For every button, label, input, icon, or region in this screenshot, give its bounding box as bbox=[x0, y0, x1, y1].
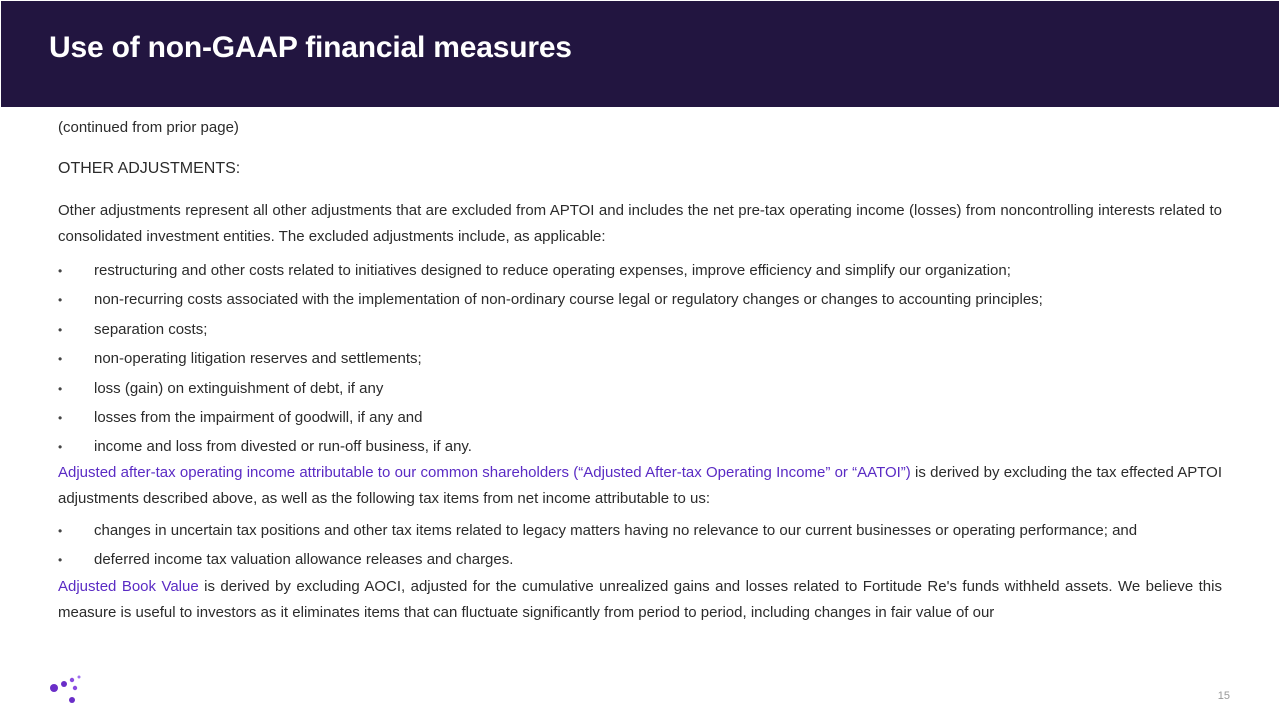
bullet-icon: • bbox=[58, 322, 63, 337]
bullet-icon: • bbox=[58, 381, 63, 396]
list-item: • separation costs; bbox=[58, 317, 1222, 346]
list-item: • non-operating litigation reserves and settlements; bbox=[58, 346, 1222, 375]
list-item: • non-recurring costs associated with the implementation of non-ordinary course legal or regulatory changes or changes to accounting principles; bbox=[58, 287, 1222, 316]
adjusted-book-value-paragraph bbox=[58, 574, 1222, 626]
list-item: • income and loss from divested or run-off business, if any. bbox=[58, 434, 1222, 463]
bullet-icon: • bbox=[58, 523, 63, 538]
bullet-icon: • bbox=[58, 264, 63, 278]
other-adjustments-intro: Other adjustments represent all other adjustments that are excluded from APTOI and includes the net pre-tax operating income (losses) from noncontrolling interests related to consolidated investment entities. The excluded adjustments include, as applicable: bbox=[58, 202, 1222, 245]
other-adjustments-heading: OTHER ADJUSTMENTS: bbox=[58, 160, 241, 177]
page-title: Use of non-GAAP financial measures bbox=[49, 31, 572, 64]
bullet-icon: • bbox=[58, 440, 63, 455]
list-item: • restructuring and other costs related to initiatives designed to reduce operating expenses, improve efficiency and simplify our organization; bbox=[58, 258, 1222, 287]
adjusted-book-value-text: is derived by excluding AOCI, adjusted for the cumulative unrealized gains and losses related to Fortitude Re's funds withheld assets. We believe this measure is useful to investors as it eliminates items that can fluctuate significantly from period to period, including changes in fair value of our bbox=[58, 577, 1222, 621]
page-number: 15 bbox=[1217, 690, 1230, 702]
bullet-icon: • bbox=[58, 352, 63, 367]
header-banner bbox=[1, 1, 1279, 107]
other-adjustments-list bbox=[58, 258, 1222, 464]
aatoi-text: is derived by excluding the tax effected APTOI adjustments described above, as well as the following tax items from net income attributable to us: bbox=[58, 463, 1222, 507]
company-logo-icon bbox=[48, 674, 84, 706]
aatoi-paragraph bbox=[58, 460, 1222, 512]
tax-items-list bbox=[58, 518, 1222, 577]
list-item: • changes in uncertain tax positions and other tax items related to legacy matters having no relevance to our current businesses or operating performance; and bbox=[58, 518, 1222, 547]
aatoi-term: Adjusted after-tax operating income attributable to our common shareholders (“Adjusted After-tax Operating Income” or “AATOI”) bbox=[58, 463, 911, 481]
content-body bbox=[58, 115, 1222, 626]
adjusted-book-value-term: Adjusted Book Value bbox=[58, 577, 199, 595]
bullet-icon: • bbox=[58, 553, 63, 568]
bullet-icon: • bbox=[58, 293, 63, 308]
list-item: • deferred income tax valuation allowance releases and charges. bbox=[58, 547, 1222, 576]
list-item: • losses from the impairment of goodwill, if any and bbox=[58, 405, 1222, 434]
continued-note: (continued from prior page) bbox=[58, 119, 239, 136]
list-item: • loss (gain) on extinguishment of debt, if any bbox=[58, 376, 1222, 405]
bullet-icon: • bbox=[58, 410, 63, 425]
